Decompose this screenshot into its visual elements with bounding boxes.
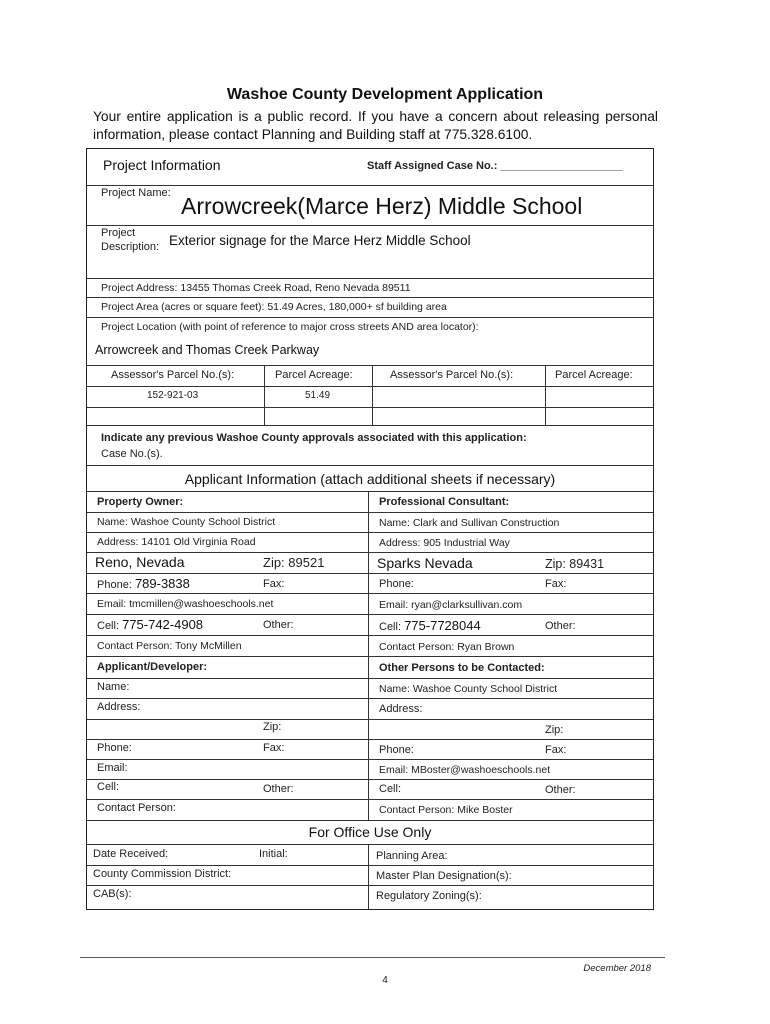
address-row bbox=[87, 532, 653, 553]
consultant-zip[interactable]: Zip: 89431 bbox=[545, 557, 605, 571]
description-value[interactable]: Exterior signage for the Marce Herz Middle School bbox=[169, 233, 471, 248]
footer-date: December 2018 bbox=[583, 963, 651, 974]
applicant-info-note: (attach additional sheets if necessary) bbox=[320, 471, 556, 487]
owner-contact[interactable]: Contact Person: Tony McMillen bbox=[97, 640, 242, 652]
email-row-2 bbox=[87, 759, 653, 780]
developer-cell[interactable]: Cell: bbox=[97, 781, 120, 793]
owner-phone-label: Phone: bbox=[97, 579, 132, 591]
consultant-cell-label: Cell: bbox=[379, 621, 402, 633]
form-title: Washoe County Development Application bbox=[226, 86, 544, 103]
contact-row-2 bbox=[87, 799, 653, 821]
email-row bbox=[87, 593, 653, 615]
developer-others-heading-row bbox=[87, 656, 653, 679]
project-area[interactable]: Project Area (acres or square feet): 51.49 Acres, 180,000+ sf building area bbox=[101, 301, 447, 313]
owner-cell-label: Cell: bbox=[97, 620, 120, 632]
office-use-title: For Office Use Only bbox=[308, 824, 432, 840]
project-description-row bbox=[87, 225, 653, 279]
intro-text: Your entire application is a public record. If you have a concern about releasing personal information, please contact Planning and Building staff at 775.328.6100. bbox=[93, 109, 658, 142]
project-location-value[interactable]: Arrowcreek and Thomas Creek Parkway bbox=[95, 343, 320, 357]
owner-phone[interactable]: 789-3838 bbox=[134, 576, 190, 591]
developer-phone[interactable]: Phone: bbox=[97, 742, 132, 754]
zip-row-2 bbox=[87, 719, 653, 740]
owner-consultant-heading-row bbox=[87, 491, 653, 513]
phone-fax-row bbox=[87, 573, 653, 594]
other-person-cell[interactable]: Cell: bbox=[379, 783, 402, 795]
owner-name[interactable]: Name: Washoe County School District bbox=[97, 516, 276, 528]
consultant-contact[interactable]: Contact Person: Ryan Brown bbox=[379, 641, 515, 653]
parcel-acreage[interactable]: 51.49 bbox=[305, 390, 331, 401]
owner-email[interactable]: Email: tmcmillen@washoeschools.net bbox=[97, 598, 274, 610]
previous-approvals-row bbox=[87, 425, 653, 466]
consultant-fax[interactable]: Fax: bbox=[545, 578, 567, 590]
office-row bbox=[87, 885, 653, 909]
developer-email[interactable]: Email: bbox=[97, 762, 128, 774]
other-person-other[interactable]: Other: bbox=[545, 784, 576, 796]
owner-address[interactable]: Address: 14101 Old Virginia Road bbox=[97, 536, 256, 548]
commission-district-field[interactable]: County Commission District: bbox=[93, 868, 232, 880]
parcel-number[interactable]: 152-921-03 bbox=[147, 390, 199, 401]
project-name-label: Project Name: bbox=[101, 187, 171, 199]
office-row bbox=[87, 844, 653, 866]
city-zip-row bbox=[87, 552, 653, 574]
previous-approvals-label: Indicate any previous Washoe County approvals associated with this application: bbox=[101, 432, 527, 444]
owner-cell[interactable]: 775-742-4908 bbox=[122, 617, 204, 632]
planning-area-field[interactable]: Planning Area: bbox=[376, 850, 448, 862]
project-address-row bbox=[87, 278, 653, 298]
project-location-label: Project Location (with point of reference to major cross streets AND area locator): bbox=[101, 321, 479, 333]
application-form bbox=[86, 148, 654, 910]
name-row bbox=[87, 512, 653, 533]
consultant-cell[interactable]: 775-7728044 bbox=[404, 618, 481, 633]
case-numbers-field[interactable]: Case No.(s). bbox=[101, 448, 163, 460]
other-persons-heading: Other Persons to be Contacted: bbox=[379, 662, 545, 674]
parcel-table-header bbox=[87, 365, 653, 387]
office-column-divider bbox=[368, 844, 369, 909]
developer-name[interactable]: Name: bbox=[97, 681, 130, 693]
consultant-other[interactable]: Other: bbox=[545, 620, 576, 632]
footer-divider bbox=[80, 957, 665, 958]
parcel-divider bbox=[264, 365, 265, 425]
cab-field[interactable]: CAB(s): bbox=[93, 888, 132, 900]
parcel-header-3: Assessor's Parcel No.(s): bbox=[390, 369, 514, 381]
contact-row bbox=[87, 635, 653, 657]
owner-zip[interactable]: Zip: 89521 bbox=[263, 555, 325, 570]
project-location-row bbox=[87, 317, 653, 366]
consultant-email[interactable]: Email: ryan@clarksullivan.com bbox=[379, 599, 523, 611]
other-person-contact[interactable]: Contact Person: Mike Boster bbox=[379, 804, 513, 816]
developer-fax[interactable]: Fax: bbox=[263, 742, 285, 754]
parcel-row bbox=[87, 407, 653, 426]
description-label-line2: Description: bbox=[101, 241, 160, 253]
initial-field[interactable]: Initial: bbox=[259, 848, 288, 860]
name-row-2 bbox=[87, 678, 653, 699]
phone-row-2 bbox=[87, 739, 653, 760]
applicant-info-header bbox=[87, 465, 653, 492]
other-person-address[interactable]: Address: bbox=[379, 703, 423, 715]
property-owner-heading: Property Owner: bbox=[97, 496, 184, 508]
other-person-zip[interactable]: Zip: bbox=[545, 724, 564, 736]
consultant-phone[interactable]: Phone: bbox=[379, 578, 414, 590]
developer-zip[interactable]: Zip: bbox=[263, 721, 282, 733]
developer-address[interactable]: Address: bbox=[97, 701, 141, 713]
parcel-header-2: Parcel Acreage: bbox=[275, 369, 353, 381]
project-info-header bbox=[87, 149, 653, 186]
developer-other[interactable]: Other: bbox=[263, 783, 294, 795]
parcel-divider bbox=[372, 365, 373, 425]
project-name-value[interactable]: Arrowcreek(Marce Herz) Middle School bbox=[181, 193, 583, 219]
master-plan-field[interactable]: Master Plan Designation(s): bbox=[376, 870, 512, 882]
date-received-field[interactable]: Date Received: bbox=[93, 848, 169, 860]
office-use-header bbox=[87, 820, 653, 845]
office-row bbox=[87, 865, 653, 886]
description-label-line1: Project bbox=[101, 227, 136, 239]
applicant-column-divider bbox=[368, 491, 369, 820]
project-info-title: Project Information bbox=[103, 157, 221, 173]
page-number: 4 bbox=[382, 975, 388, 986]
owner-other[interactable]: Other: bbox=[263, 619, 294, 631]
other-person-name[interactable]: Name: Washoe County School District bbox=[379, 683, 558, 695]
project-area-row bbox=[87, 297, 653, 318]
developer-contact[interactable]: Contact Person: bbox=[97, 802, 176, 814]
other-person-fax[interactable]: Fax: bbox=[545, 744, 567, 756]
regulatory-zoning-field[interactable]: Regulatory Zoning(s): bbox=[376, 890, 482, 902]
cell-row-2 bbox=[87, 779, 653, 800]
project-name-row bbox=[87, 185, 653, 226]
parcel-header-1: Assessor's Parcel No.(s): bbox=[111, 369, 235, 381]
applicant-developer-heading: Applicant/Developer: bbox=[97, 661, 208, 673]
consultant-name[interactable]: Name: Clark and Sullivan Construction bbox=[379, 517, 560, 529]
address-row-2 bbox=[87, 698, 653, 720]
other-person-email[interactable]: Email: MBoster@washoeschools.net bbox=[379, 764, 551, 776]
case-no-field[interactable]: Staff Assigned Case No.: ____________________ bbox=[367, 160, 623, 172]
cell-row bbox=[87, 614, 653, 636]
owner-fax[interactable]: Fax: bbox=[263, 578, 285, 590]
professional-consultant-heading: Professional Consultant: bbox=[379, 496, 510, 508]
consultant-address[interactable]: Address: 905 Industrial Way bbox=[379, 537, 510, 549]
parcel-divider bbox=[545, 365, 546, 425]
project-address[interactable]: Project Address: 13455 Thomas Creek Road, Reno Nevada 89511 bbox=[101, 282, 411, 294]
consultant-city[interactable]: Sparks Nevada bbox=[377, 555, 473, 571]
parcel-header-4: Parcel Acreage: bbox=[555, 369, 633, 381]
owner-city[interactable]: Reno, Nevada bbox=[95, 554, 185, 570]
other-person-phone[interactable]: Phone: bbox=[379, 744, 414, 756]
parcel-row bbox=[87, 386, 653, 408]
applicant-info-title: Applicant Information bbox=[184, 471, 317, 487]
